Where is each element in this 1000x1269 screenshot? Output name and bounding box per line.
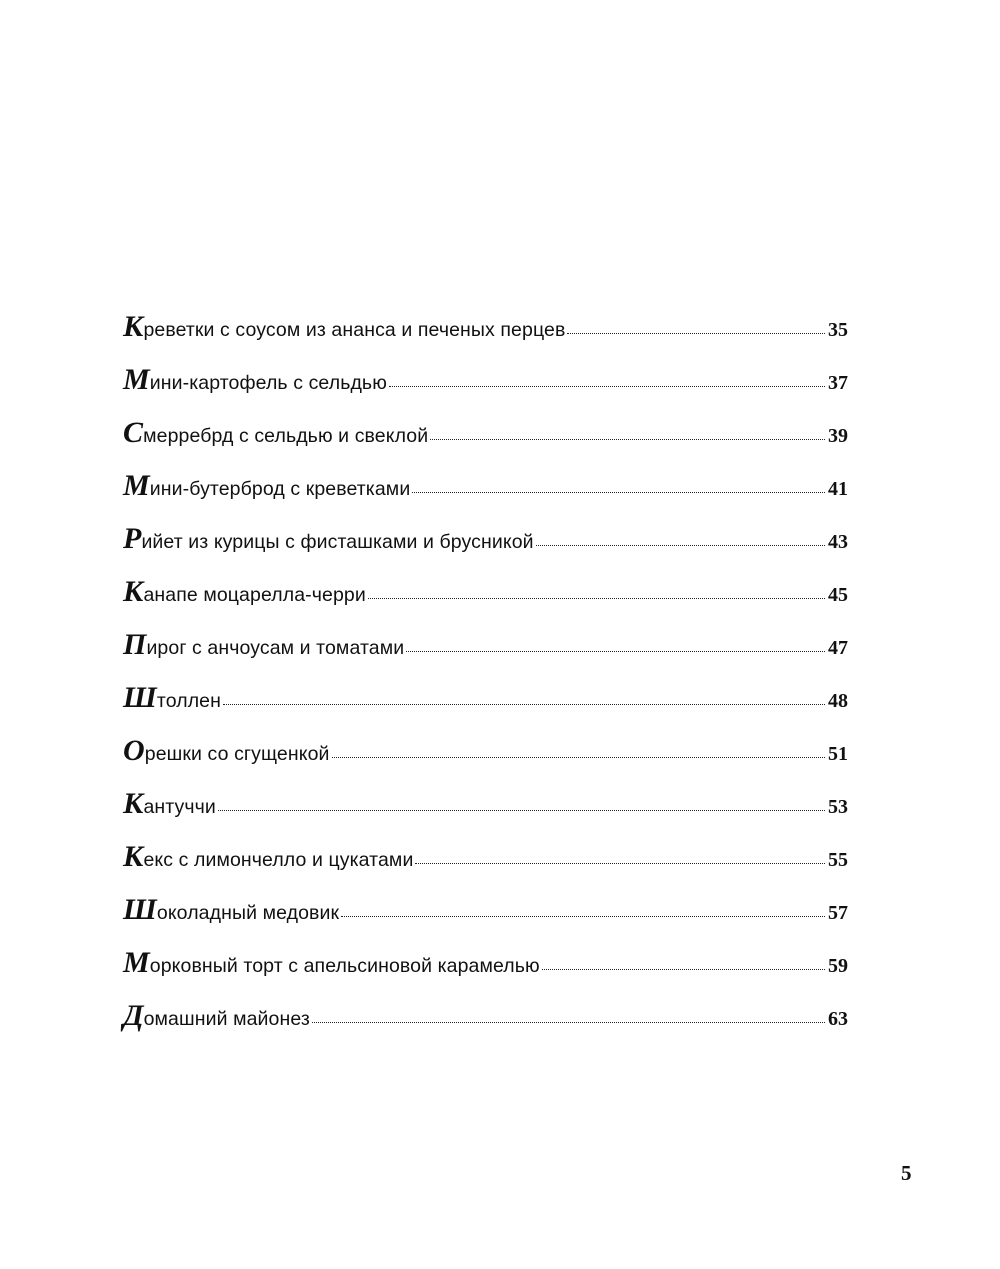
entry-page-number: 53 [828, 796, 848, 818]
toc-entry[interactable] [123, 622, 848, 675]
entry-initial: Р [123, 522, 142, 555]
toc-entry[interactable] [123, 304, 848, 357]
dot-leader [312, 1022, 825, 1023]
entry-page-number: 55 [828, 849, 848, 871]
dot-leader [542, 969, 825, 970]
dot-leader [223, 704, 825, 705]
toc-entry[interactable] [123, 887, 848, 940]
toc-entry[interactable] [123, 781, 848, 834]
entry-title-text: ирог с анчоусам и томатами [146, 637, 405, 659]
entry-initial: К [123, 310, 144, 343]
entry-title-text: ини-бутерброд с креветками [149, 478, 411, 500]
dot-leader [341, 916, 825, 917]
entry-title-text: решки со сгущенкой [144, 743, 330, 765]
toc-entry[interactable] [123, 569, 848, 622]
entry-initial: К [123, 787, 144, 820]
entry-initial: П [123, 628, 147, 661]
toc-entry[interactable] [123, 675, 848, 728]
entry-title [123, 471, 410, 501]
entry-initial: Ш [123, 893, 157, 926]
table-of-contents [123, 304, 848, 1046]
entry-title-text: антуччи [143, 796, 216, 818]
dot-leader [415, 863, 825, 864]
dot-leader [406, 651, 825, 652]
entry-title [123, 577, 366, 607]
entry-page-number: 39 [828, 425, 848, 447]
toc-entry[interactable] [123, 463, 848, 516]
entry-title [123, 842, 413, 872]
entry-initial: Д [123, 999, 144, 1032]
entry-page-number: 51 [828, 743, 848, 765]
dot-leader [412, 492, 825, 493]
entry-title-text: екс с лимончелло и цукатами [143, 849, 414, 871]
entry-title-text: анапе моцарелла-черри [143, 584, 366, 606]
toc-entry[interactable] [123, 728, 848, 781]
dot-leader [430, 439, 825, 440]
toc-entry[interactable] [123, 357, 848, 410]
entry-title-text: ийет из курицы с фисташками и брусникой [141, 531, 534, 553]
entry-initial: К [123, 575, 144, 608]
entry-title-text: околадный медовик [156, 902, 340, 924]
toc-entry[interactable] [123, 834, 848, 887]
entry-page-number: 48 [828, 690, 848, 712]
entry-title-text: омашний майонез [143, 1008, 310, 1030]
dot-leader [218, 810, 825, 811]
dot-leader [389, 386, 825, 387]
entry-title-text: реветки с соусом из ананса и печеных перцев [143, 319, 566, 341]
toc-entry[interactable] [123, 516, 848, 569]
entry-title [123, 736, 330, 766]
dot-leader [332, 757, 825, 758]
entry-title [123, 895, 339, 925]
entry-page-number: 47 [828, 637, 848, 659]
entry-title [123, 524, 534, 554]
entry-title-text: ини-картофель с сельдью [149, 372, 387, 394]
entry-initial: К [123, 840, 144, 873]
dot-leader [368, 598, 825, 599]
entry-initial: М [123, 469, 150, 502]
entry-page-number: 63 [828, 1008, 848, 1030]
entry-title [123, 1001, 310, 1031]
dot-leader [567, 333, 825, 334]
toc-entry[interactable] [123, 993, 848, 1046]
entry-title-text: мерребрд с сельдью и свеклой [143, 425, 429, 447]
entry-page-number: 57 [828, 902, 848, 924]
entry-page-number: 37 [828, 372, 848, 394]
entry-initial: М [123, 363, 150, 396]
entry-page-number: 41 [828, 478, 848, 500]
entry-title [123, 312, 565, 342]
entry-page-number: 45 [828, 584, 848, 606]
entry-initial: С [123, 416, 144, 449]
entry-title [123, 365, 387, 395]
page-number: 5 [901, 1161, 912, 1185]
entry-initial: О [123, 734, 145, 767]
toc-entry[interactable] [123, 940, 848, 993]
entry-title [123, 683, 221, 713]
entry-title-text: орковный торт с апельсиновой карамелью [149, 955, 540, 977]
toc-entry[interactable] [123, 410, 848, 463]
entry-title [123, 948, 540, 978]
entry-page-number: 43 [828, 531, 848, 553]
entry-initial: М [123, 946, 150, 979]
entry-page-number: 35 [828, 319, 848, 341]
entry-title [123, 418, 428, 448]
entry-title [123, 789, 216, 819]
entry-page-number: 59 [828, 955, 848, 977]
dot-leader [536, 545, 825, 546]
entry-initial: Ш [123, 681, 157, 714]
entry-title [123, 630, 404, 660]
entry-title-text: толлен [156, 690, 221, 712]
